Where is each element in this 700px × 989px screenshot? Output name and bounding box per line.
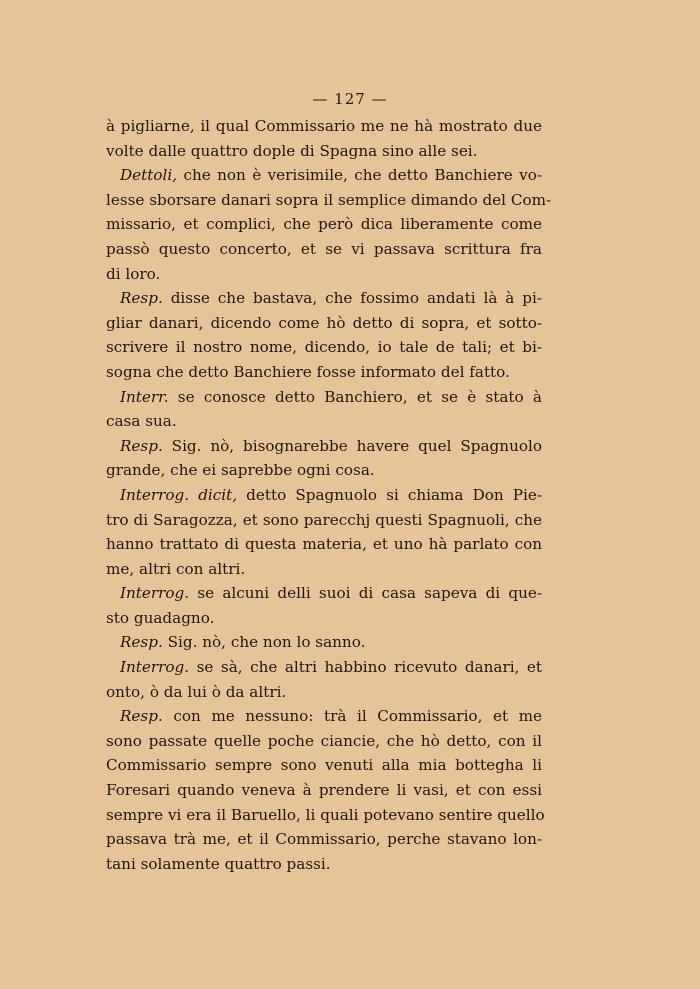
- text-line: [106, 655, 542, 680]
- speaker-label: Interrog.: [120, 584, 190, 603]
- text-line: [106, 237, 542, 262]
- line-text: se sà, che altri habbino ricevuto danari, et: [189, 658, 542, 677]
- text-line: [106, 188, 552, 213]
- line-text: missario, et complici, che però dica liberamente come: [106, 215, 542, 234]
- text-line: [106, 803, 545, 828]
- line-text: sogna che detto Banchiere fosse informato del fatto.: [106, 362, 510, 381]
- text-line: [106, 581, 542, 606]
- text-line: [106, 286, 542, 311]
- text-line: [106, 606, 542, 631]
- line-text: tro di Saragozza, et sono parecchj questi Spagnuoli, che: [106, 510, 542, 529]
- line-text: gliar danari, dicendo come hò detto di sopra, et sotto-: [106, 313, 542, 332]
- text-line: [106, 139, 542, 164]
- line-text: lesse sborsare danari sopra il semplice dimando del Com-: [106, 190, 552, 209]
- line-text: sono passate quelle poche ciancie, che hò detto, con il: [106, 731, 542, 750]
- text-line: [106, 827, 542, 852]
- line-text: Sig. nò, che non lo sanno.: [162, 633, 366, 652]
- line-text: Foresari quando veneva à prendere li vasi, et con essi: [106, 781, 542, 800]
- text-line: [106, 852, 542, 877]
- line-text: disse che bastava, che fossimo andati là à pi-: [162, 289, 542, 308]
- text-line: [106, 262, 542, 287]
- speaker-label: Interr.: [120, 387, 169, 406]
- line-text: hanno trattato di questa materia, et uno hà parlato con: [106, 535, 542, 554]
- speaker-label: Interrog.: [120, 658, 190, 677]
- line-text: che non è verisimile, che detto Banchiere vo-: [177, 166, 542, 185]
- text-block: [106, 114, 552, 876]
- line-text: grande, che ei saprebbe ogni cosa.: [106, 461, 375, 480]
- text-line: [106, 163, 542, 188]
- line-text: volte dalle quattro dople di Spagna sino alle sei.: [106, 141, 478, 160]
- text-line: [106, 630, 542, 655]
- line-text: me, altri con altri.: [106, 559, 246, 578]
- line-text: di loro.: [106, 264, 161, 283]
- line-text: tani solamente quattro passi.: [106, 854, 331, 873]
- text-line: [106, 114, 542, 139]
- text-line: [106, 729, 542, 754]
- line-text: sto guadagno.: [106, 608, 215, 627]
- line-text: à pigliarne, il qual Commissario me ne hà mostrato due: [106, 117, 542, 135]
- line-text: se alcuni delli suoi di casa sapeva di que-: [189, 584, 542, 603]
- text-line: [106, 335, 542, 360]
- line-text: Sig. nò, bisognarebbe havere quel Spagnuolo: [162, 436, 542, 455]
- line-text: se conosce detto Banchiero, et se è stato à: [168, 387, 542, 406]
- speaker-label: Dettoli,: [120, 166, 178, 185]
- text-line: [106, 311, 542, 336]
- text-line: [106, 483, 542, 508]
- line-text: onto, ò da lui ò da altri.: [106, 682, 287, 701]
- text-line: [106, 753, 542, 778]
- line-text: scrivere il nostro nome, dicendo, io tale de tali; et bi-: [106, 338, 542, 357]
- text-line: [106, 212, 542, 237]
- line-text: sempre vi era il Baruello, li quali potevano sentire quello: [106, 805, 545, 824]
- speaker-label: Resp.: [120, 436, 163, 455]
- speaker-label: Interrog. dicit,: [120, 485, 238, 504]
- line-text: passò questo concerto, et se vi passava scrittura fra: [106, 239, 542, 258]
- text-line: [106, 508, 542, 533]
- text-line: [106, 704, 542, 729]
- line-text: detto Spagnuolo si chiama Don Pie-: [237, 485, 542, 504]
- line-text: passava trà me, et il Commissario, perche stavano lon-: [106, 830, 542, 849]
- text-line: [106, 409, 542, 434]
- text-line: [106, 532, 542, 557]
- speaker-label: Resp.: [120, 707, 163, 726]
- text-line: [106, 385, 542, 410]
- text-line: [106, 434, 542, 459]
- page-number: — 127 —: [312, 90, 388, 108]
- text-line: [106, 360, 542, 385]
- text-line: [106, 458, 542, 483]
- line-text: casa sua.: [106, 412, 177, 431]
- speaker-label: Resp.: [120, 633, 163, 652]
- speaker-label: Resp.: [120, 289, 163, 308]
- text-line: [106, 778, 542, 803]
- text-line: [106, 557, 542, 582]
- text-line: [106, 680, 542, 705]
- line-text: Commissario sempre sono venuti alla mia bottegha li: [106, 756, 542, 775]
- line-text: con me nessuno: trà il Commissario, et me: [162, 707, 542, 726]
